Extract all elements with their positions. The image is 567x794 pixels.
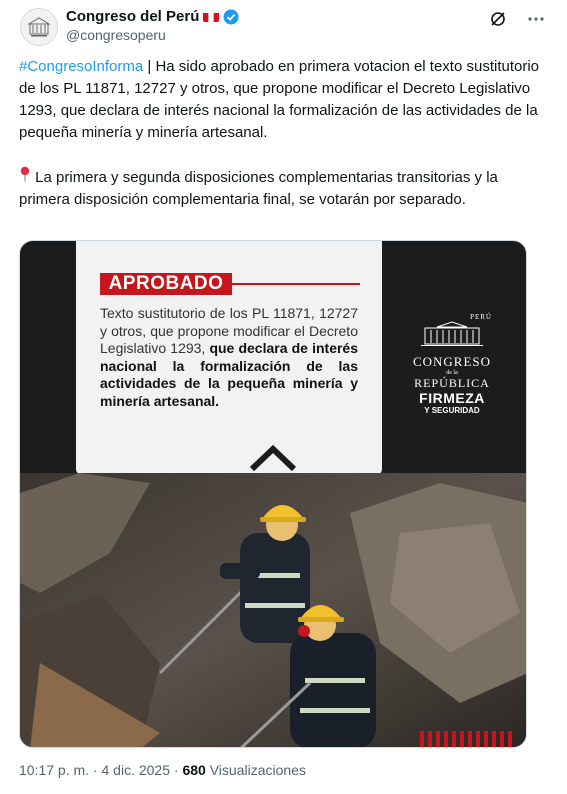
approval-card [76,241,382,475]
footer-separator: · [170,762,183,778]
round-pushpin-icon [19,169,31,186]
views-count: 680 [182,762,206,778]
tweet-date[interactable]: 4 dic. 2025 [101,762,170,778]
footer-separator: · [89,762,102,778]
tweet-media-image[interactable] [19,240,527,748]
card-text-normal: Texto sustitutorio de los PL 11871, 12727 y otros, que propone modificar el Decreto Legislativo 1293, [100,305,358,356]
peru-flag-icon [203,11,219,22]
tweet-header [18,6,553,50]
tweet-text [19,56,544,211]
slogan-seguridad: Y SEGURIDAD [424,406,480,415]
logo-congreso: CONGRESO [412,354,492,369]
tweet-footer [19,762,306,778]
account-handle[interactable]: @congresoperu [66,27,166,43]
account-name-row[interactable] [66,8,239,25]
congress-building-icon[interactable] [20,8,58,46]
tweet-time[interactable]: 10:17 p. m. [19,762,90,778]
hashtag-link[interactable]: #CongresoInforma [19,58,144,75]
verified-badge-icon [223,9,239,25]
account-name[interactable]: Congreso del Perú [66,8,200,25]
congress-building-icon [417,321,487,347]
views-label: Visualizaciones [205,762,306,778]
slogan-firmeza: FIRMEZA [419,390,485,406]
slogan [412,390,492,415]
approved-badge: APROBADO [100,273,232,295]
header-actions [489,10,545,33]
logo-dela: de la [446,370,458,376]
grok-icon[interactable] [489,10,507,33]
card-text-bold: que declara de interés nacional la formalización de las actividades de la pequeña minería y minería artesanal. [100,340,359,409]
badge-divider [232,283,360,285]
tweet-paragraph-1: | Ha sido aprobado en primera votacion el texto sustitutorio de los PL 11871, 12727 y otros, que propone modificar el Decreto Legislativo 1293, que declara de interés nacional la formalización de las actividades de la pequeña minería y minería artesanal. [19,58,544,141]
card-text [100,305,358,410]
card-notch-icon [248,437,298,477]
more-options-icon[interactable] [527,10,545,33]
logo-peru: PERÚ [470,313,492,321]
miners-drilling-photo [20,473,527,748]
tweet-paragraph-2: La primera y segunda disposiciones complementarias transitorias y la primera disposición complementaria final, se votarán por separado. [19,169,503,208]
congress-logo [412,313,492,391]
logo-republica: REPÚBLICA [414,376,490,390]
